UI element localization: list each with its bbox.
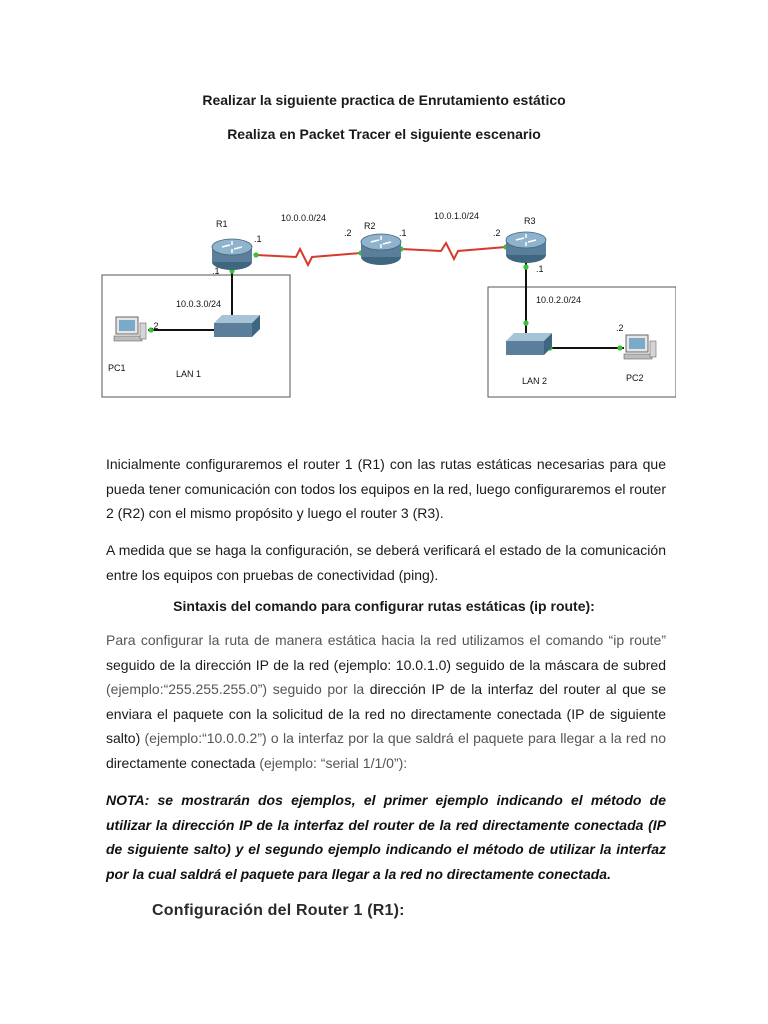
syntax-part-6: directamente conectada <box>106 754 260 771</box>
label-net-lan1: 10.0.3.0/24 <box>176 299 222 309</box>
label-lan1: LAN 1 <box>176 369 202 379</box>
label-r3-lan-ip: .1 <box>536 264 544 274</box>
pc2-icon <box>624 335 656 359</box>
label-r1: R1 <box>216 219 228 229</box>
syntax-part-1: Para configurar la ruta de manera estática hacia la red utilizamos el comando “ip route” <box>106 632 666 648</box>
label-r2-left-ip: .2 <box>344 228 352 238</box>
label-pc1: PC1 <box>108 363 126 373</box>
paragraph-verification: A medida que se haga la configuración, se deberá verificará el estado de la comunicación entre los equipos con pruebas de conectividad (ping). <box>106 542 666 583</box>
note-paragraph: NOTA: se mostrarán dos ejemplos, el primer ejemplo indicando el método de utilizar la dirección IP de la interfaz del router de la red directamente conectada (IP de siguiente salto) y el segundo ejemplo indicando el método de utilizar la interfaz por la cual saldrá el paquete para llegar a la red no directamente conectada. <box>106 792 666 882</box>
label-lan2: LAN 2 <box>522 376 548 386</box>
router-r2-icon <box>361 234 401 265</box>
syntax-part-4: dirección IP de la interfaz del router al que se enviara el paquete con la solicitud de la red no directamente conectada (IP de siguiente salto) <box>106 681 667 746</box>
label-r2: R2 <box>364 221 376 231</box>
syntax-part-5: (ejemplo:“10.0.0.2”) o la interfaz por la que saldrá el paquete para llegar a la red no <box>144 730 666 746</box>
network-topology-diagram <box>96 205 676 410</box>
serial-link-r1-r2 <box>256 249 361 265</box>
switch-lan1-icon <box>214 315 260 337</box>
section-heading-r1-config: Configuración del Router 1 (R1): <box>152 902 405 919</box>
syntax-part-3: (ejemplo:“255.255.255.0”) seguido por la <box>106 681 365 697</box>
router-r3-icon <box>506 232 546 263</box>
label-pc2: PC2 <box>626 373 644 383</box>
paragraph-syntax <box>106 628 666 775</box>
label-r3: R3 <box>524 216 536 226</box>
label-r1-lan-ip: .1 <box>212 266 220 276</box>
label-pc2-ip: .2 <box>616 323 624 333</box>
syntax-part-7: (ejemplo: “serial 1/1/0”): <box>259 754 408 771</box>
label-net-r1-r2: 10.0.0.0/24 <box>281 213 327 223</box>
paragraph-intro: Inicialmente configuraremos el router 1 (R1) con las rutas estáticas necesarias para que pueda tener comunicación con todos los equipos en la red, luego configuraremos el router 2 (R2) con el mismo propósito y luego el router 3 (R3). <box>106 456 666 521</box>
label-net-lan2: 10.0.2.0/24 <box>536 295 582 305</box>
switch-lan2-icon <box>506 333 552 355</box>
label-net-r2-r3: 10.0.1.0/24 <box>434 211 480 221</box>
label-r1-serial-ip: .1 <box>254 234 262 244</box>
document-subtitle: Realiza en Packet Tracer el siguiente escenario <box>227 126 541 142</box>
document-title: Realizar la siguiente practica de Enrutamiento estático <box>202 92 566 108</box>
syntax-heading: Sintaxis del comando para configurar rutas estáticas (ip route): <box>173 598 595 614</box>
serial-link-r2-r3 <box>401 243 506 259</box>
label-r2-right-ip: .1 <box>399 228 407 238</box>
label-pc1-ip: .2 <box>151 321 159 331</box>
syntax-part-2: seguido de la dirección IP de la red (ejemplo: 10.0.1.0) seguido de la máscara de subred <box>106 656 666 673</box>
label-r3-serial-ip: .2 <box>493 228 501 238</box>
pc1-icon <box>114 317 146 341</box>
